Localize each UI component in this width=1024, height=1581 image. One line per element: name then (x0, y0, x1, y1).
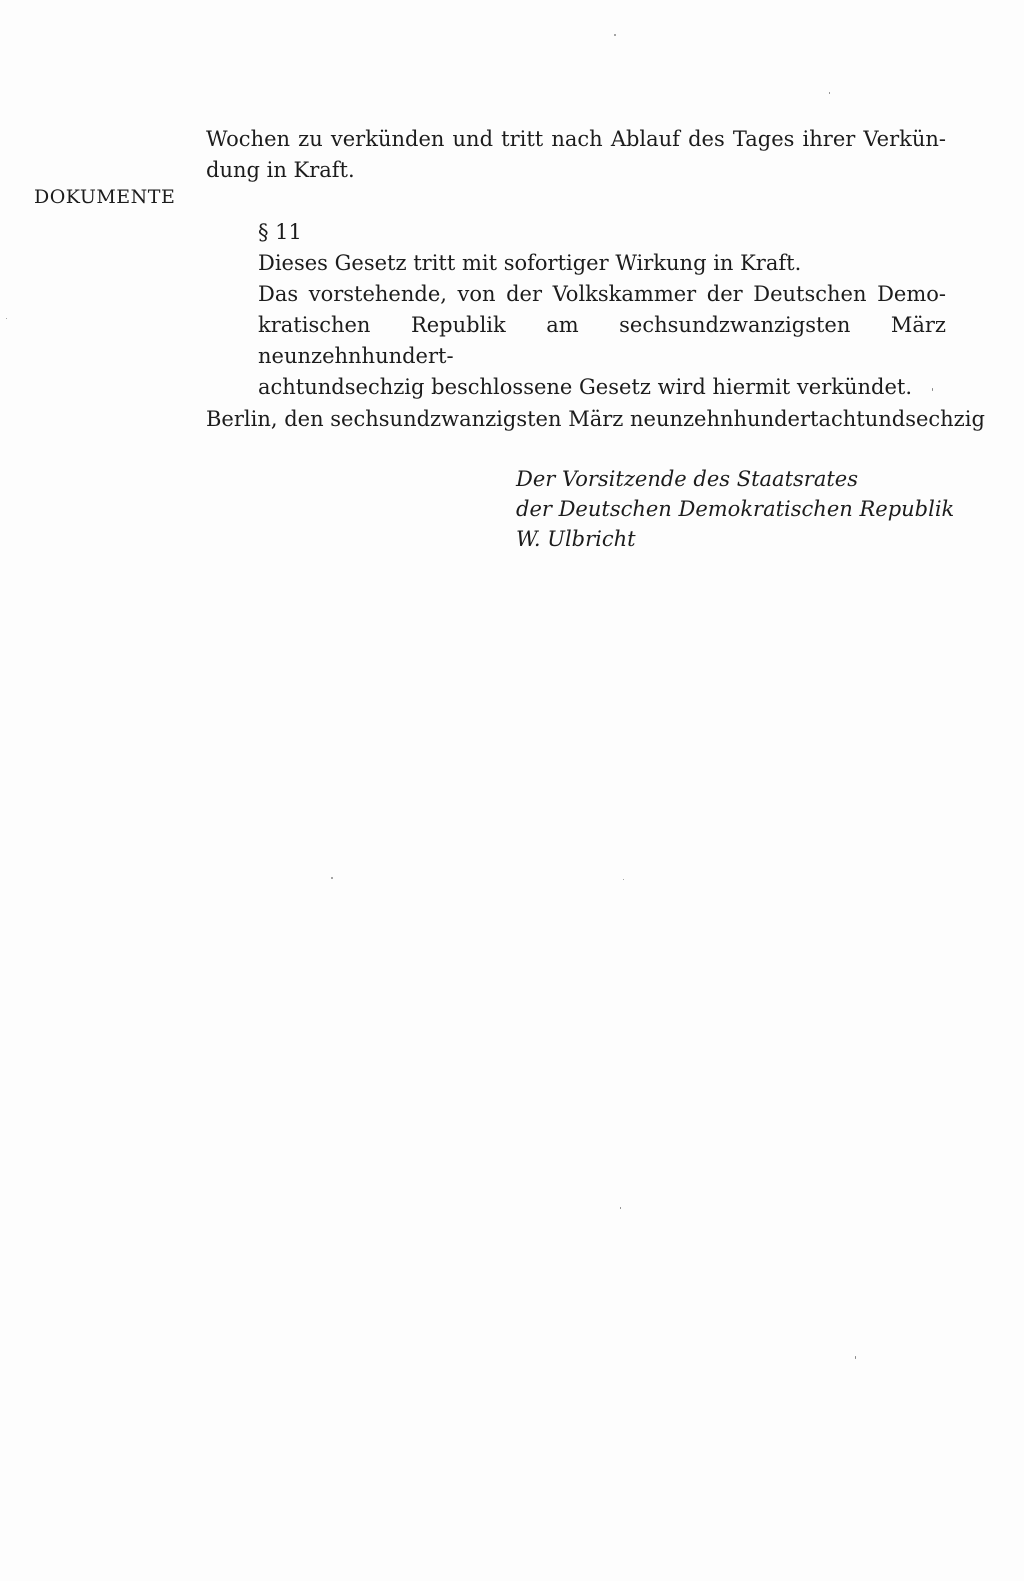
text-line: achtundsechzig beschlossene Gesetz wird hiermit verkündet. (258, 375, 913, 399)
signature-name: W. Ulbricht (516, 527, 636, 551)
text-line: Das vorstehende, von der Volkskammer der Deutschen Demo- (258, 282, 946, 306)
scan-speck (855, 1356, 856, 1359)
scan-speck (829, 92, 830, 94)
scan-speck (623, 879, 624, 880)
signature-title: Der Vorsitzende des Staatsrates (516, 467, 858, 491)
scan-speck (6, 318, 7, 319)
paragraph-continuation (206, 124, 946, 186)
scan-speck (614, 34, 616, 36)
paragraph-promulgation (258, 279, 946, 403)
scan-speck (620, 1207, 621, 1209)
text-line: kratischen Republik am sechsundzwanzigsten März neunzehnhundert- (258, 313, 946, 368)
paragraph-effective-clause: Dieses Gesetz tritt mit sofortiger Wirkung in Kraft. (258, 251, 802, 275)
margin-label: DOKUMENTE (34, 186, 176, 208)
text-line: dung in Kraft. (206, 158, 355, 182)
signature-block (516, 464, 954, 554)
text-line: Wochen zu verkünden und tritt nach Ablauf des Tages ihrer Verkün- (206, 127, 946, 151)
dateline: Berlin, den sechsundzwanzigsten März neunzehnhundertachtundsechzig (206, 407, 985, 431)
scan-speck (932, 388, 933, 391)
scan-speck (331, 877, 333, 879)
section-number: § 11 (258, 220, 302, 244)
signature-institution: der Deutschen Demokratischen Republik (516, 497, 955, 521)
